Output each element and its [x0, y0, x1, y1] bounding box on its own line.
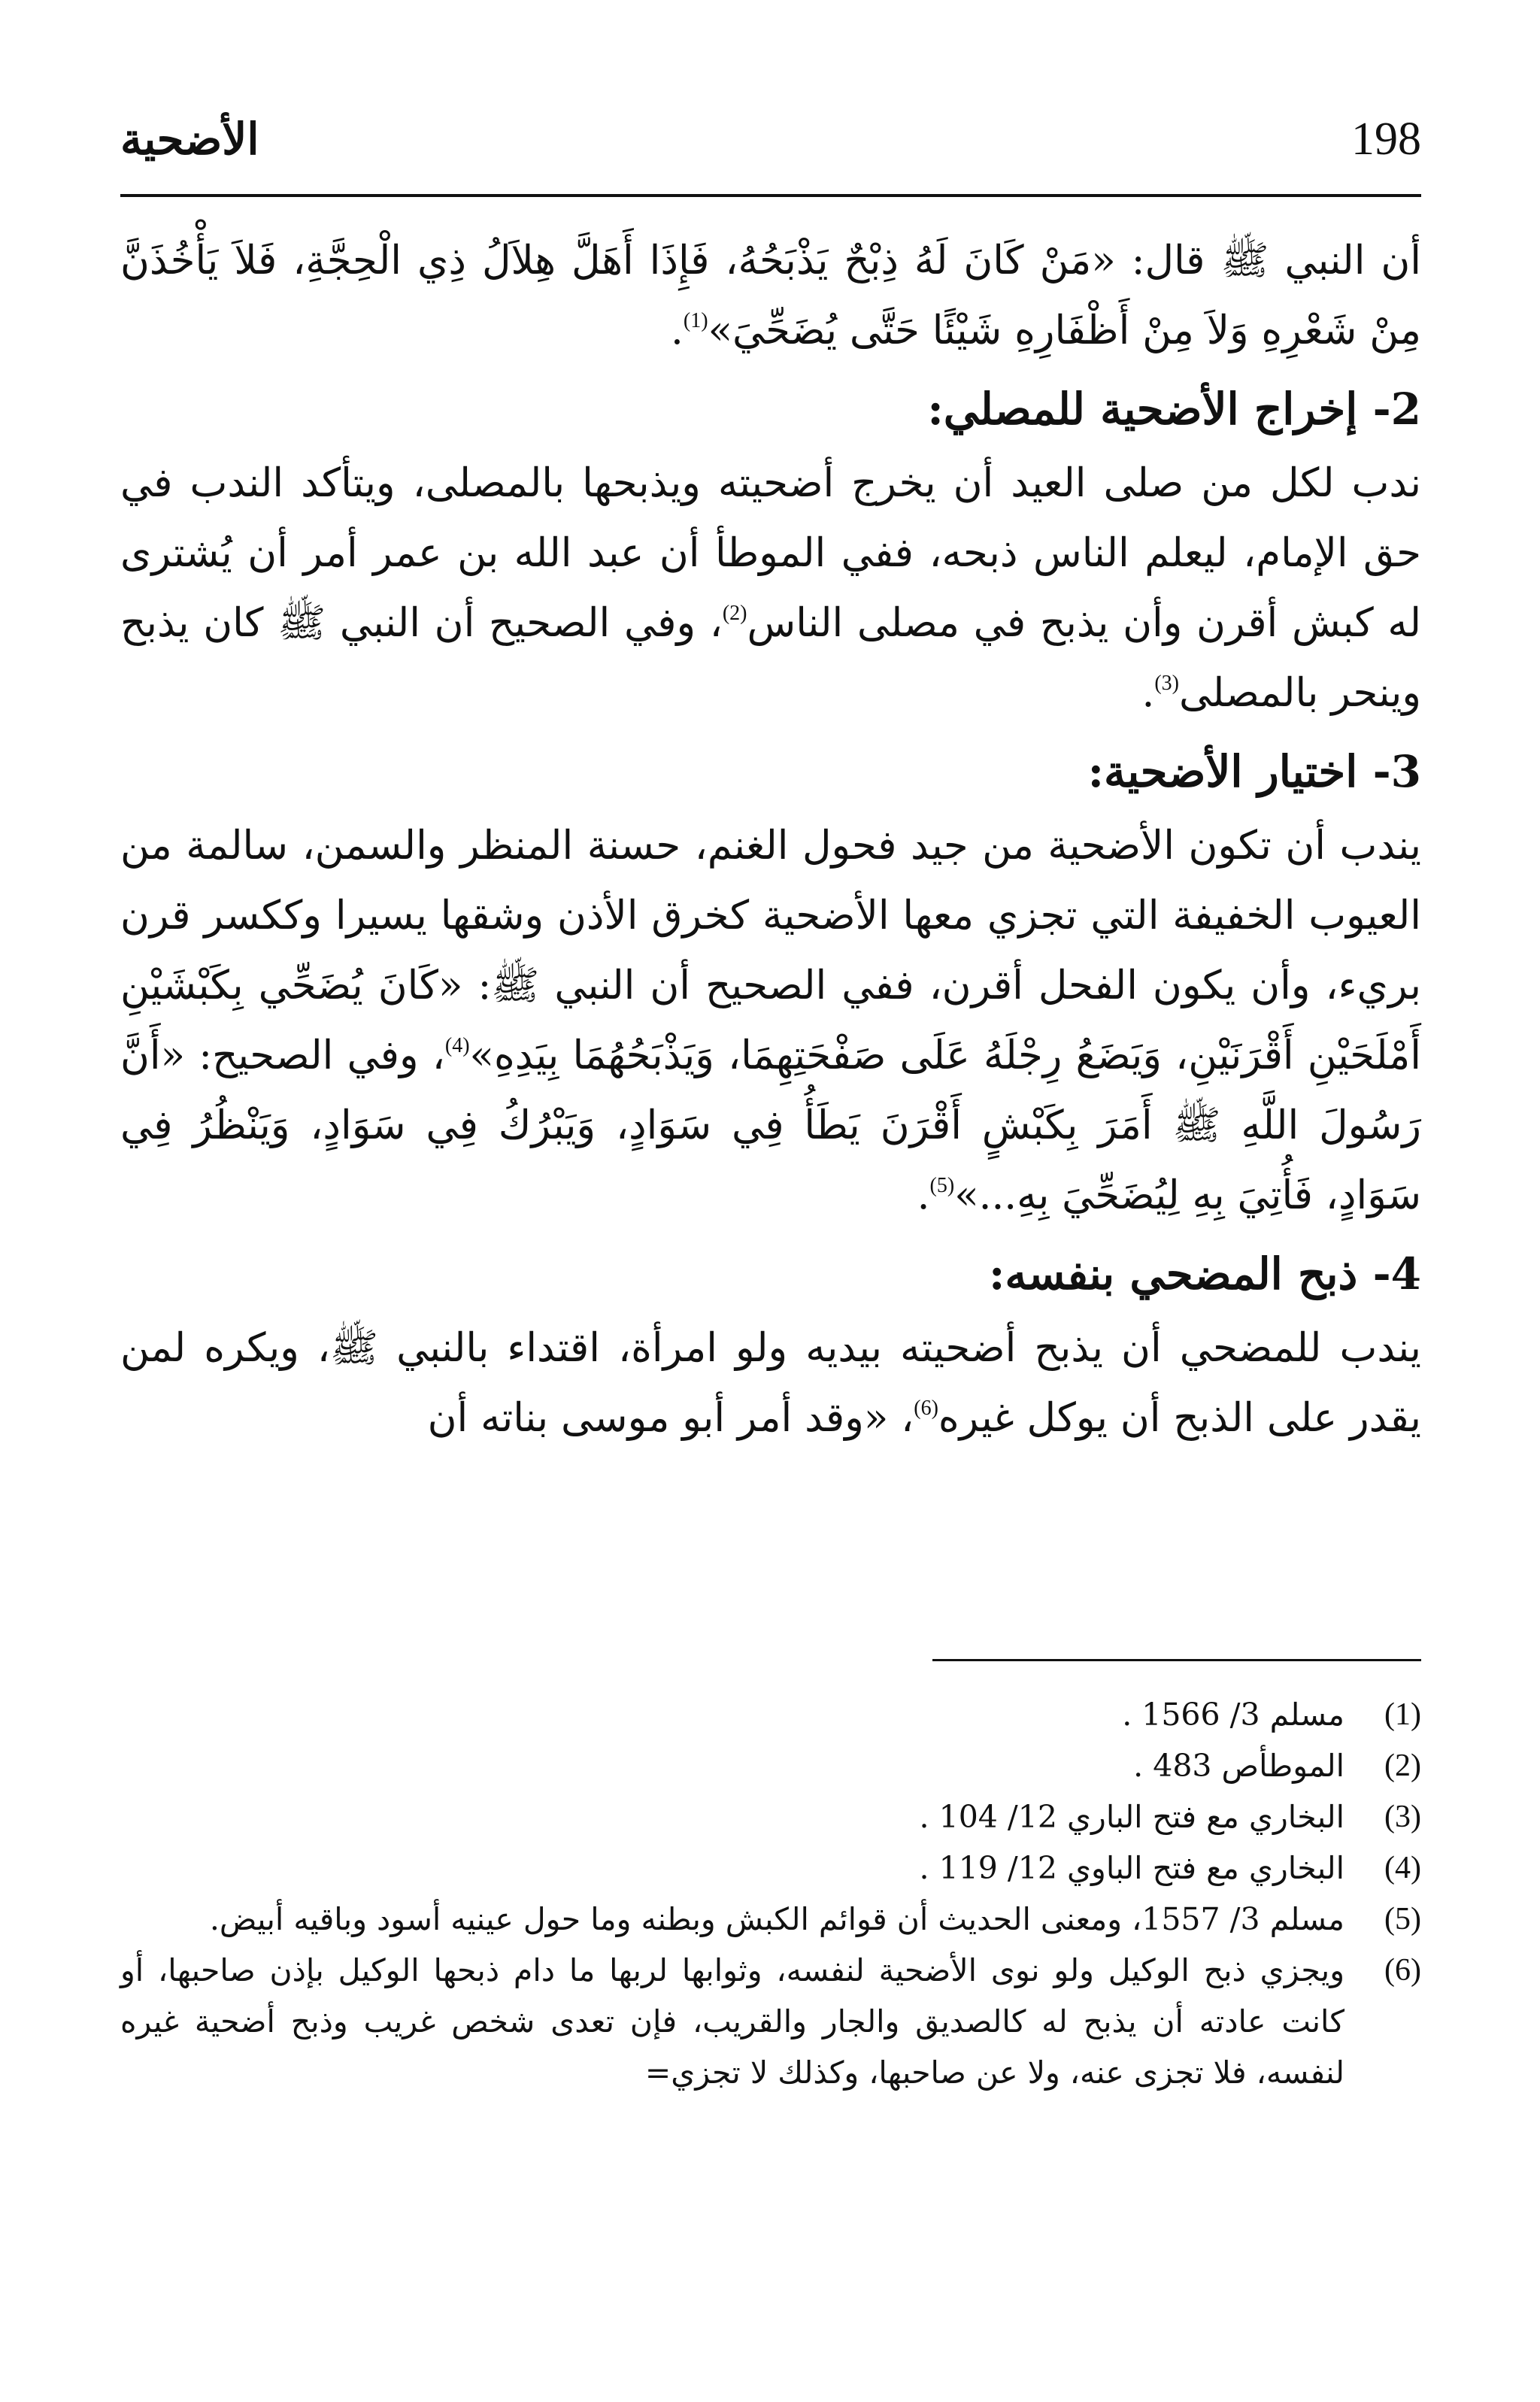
section-3-text-a: يندب أن تكون الأضحية من جيد فحول الغنم، حسنة المنظر والسمن، سالمة من العيوب الخفيفة التي تجزي معها الأضحية كخرق الأذن وشقها يسيرا وككسر قرن بريء، وأن يكون الفحل أقرن، ففي الصحيح أن النبي ﷺ: «كَانَ يُضَحِّي بِكَبْشَيْنِ أَمْلَحَيْنِ أَقْرَنَيْنِ، وَيَضَعُ رِجْلَهُ عَلَى صَفْحَتِهِمَا، وَيَذْبَحُهُمَا بِيَدِهِ» — [120, 823, 1422, 1078]
intro-text: أن النبي ﷺ قال: «مَنْ كَانَ لَهُ ذِبْحٌ يَذْبَحُهُ، فَإِذَا أَهَلَّ هِلاَلُ ذِي الْحِجَّةِ، فَلاَ يَأْخُذَنَّ مِنْ شَعْرِهِ وَلاَ مِنْ أَظْفَارِهِ شَيْئًا حَتَّى يُضَحِّيَ» — [120, 238, 1421, 353]
footnote-ref-5: (5) — [929, 1174, 955, 1197]
footnote-3 — [120, 1791, 1421, 1842]
footnote-text: البخاري مع فتح الباري 12/ 104 . — [919, 1799, 1344, 1835]
section-paragraph-2 — [120, 448, 1421, 728]
section-2-text-a: ندب لكل من صلى العيد أن يخرج أضحيته ويذبحها بالمصلى، ويتأكد الندب في حق الإمام، ليعلم الناس ذبحه، ففي الموطأ أن عبد الله بن عمر أمر أن يُشترى له كبش أقرن وأن يذبح في مصلى الناس — [120, 460, 1421, 646]
page-number: 198 — [1351, 114, 1421, 165]
section-2-text-c: . — [1141, 670, 1155, 716]
footnote-number: (5) — [1384, 1902, 1421, 1936]
section-2-text-b: ، وفي الصحيح أن النبي ﷺ كان يذبح وينحر بالمصلى — [120, 600, 1421, 716]
footnote-number: (3) — [1384, 1800, 1421, 1834]
footnote-4 — [120, 1842, 1421, 1894]
footnote-text: البخاري مع فتح الباوي 12/ 119 . — [919, 1850, 1344, 1886]
intro-paragraph — [120, 226, 1421, 365]
footnote-text: مسلم 3/ 1566 . — [1122, 1697, 1344, 1733]
footnote-number: (2) — [1384, 1748, 1421, 1783]
header-divider — [120, 194, 1421, 197]
footnote-2 — [120, 1740, 1421, 1791]
footnote-text: الموطأص 483 . — [1133, 1748, 1344, 1784]
page-header — [120, 102, 1421, 180]
footnote-text: مسلم 3/ 1557، ومعنى الحديث أن قوائم الكبش وبطنه وما حول عينيه أسود وباقيه أبيض. — [209, 1901, 1344, 1937]
section-3-text-c: . — [917, 1172, 930, 1218]
intro-end: . — [671, 308, 684, 353]
footnote-ref-1: (1) — [683, 309, 708, 332]
running-title: الأضحية — [120, 114, 259, 165]
footnote-6 — [120, 1945, 1421, 2098]
footnote-1 — [120, 1689, 1421, 1740]
section-4-text-b: ، «وقد أمر أبو موسى بناته أن — [427, 1395, 914, 1441]
footnote-number: (1) — [1384, 1697, 1421, 1732]
footnote-divider — [932, 1659, 1421, 1661]
footnote-ref-2: (2) — [722, 602, 747, 625]
footnote-ref-3: (3) — [1154, 672, 1179, 695]
footnote-ref-4: (4) — [444, 1034, 470, 1057]
section-paragraph-3 — [120, 811, 1421, 1230]
footnotes — [120, 1689, 1421, 2098]
footnote-5 — [120, 1894, 1421, 1945]
footnote-number: (4) — [1384, 1851, 1421, 1885]
section-4-text-a: يندب للمضحي أن يذبح أضحيته بيديه ولو امرأة، اقتداء بالنبي ﷺ، ويكره لمن يقدر على الذبح أن يوكل غيره — [120, 1325, 1421, 1441]
section-heading-3: 3- اختيار الأضحية: — [1087, 746, 1421, 797]
footnote-ref-6: (6) — [914, 1397, 938, 1420]
section-paragraph-4 — [120, 1313, 1421, 1453]
section-heading-2: 2- إخراج الأضحية للمصلي: — [927, 384, 1421, 435]
section-heading-4: 4- ذبح المضحي بنفسه: — [988, 1248, 1421, 1300]
main-text — [120, 226, 1421, 1453]
footnote-text: ويجزي ذبح الوكيل ولو نوى الأضحية لنفسه، وثوابها لربها ما دام ذبحها الوكيل بإذن صاحبها، أو كانت عادته أن يذبح له كالصديق والجار والقريب، فإن تعدى شخص غريب وذبح أضحية غيره لنفسه، فلا تجزى عنه، ولا عن صاحبها، وكذلك لا تجزي= — [120, 1952, 1344, 2091]
footnote-number: (6) — [1384, 1953, 1421, 1988]
section-3-text-b: ، وفي الصحيح: «أَنَّ رَسُولَ اللَّهِ ﷺ أَمَرَ بِكَبْشٍ أَقْرَنَ يَطَأُ فِي سَوَادٍ، وَيَبْرُكُ فِي سَوَادٍ، وَيَنْظُرُ فِي سَوَادٍ، فَأُتِيَ بِهِ لِيُضَحِّيَ بِهِ...» — [120, 1033, 1421, 1218]
